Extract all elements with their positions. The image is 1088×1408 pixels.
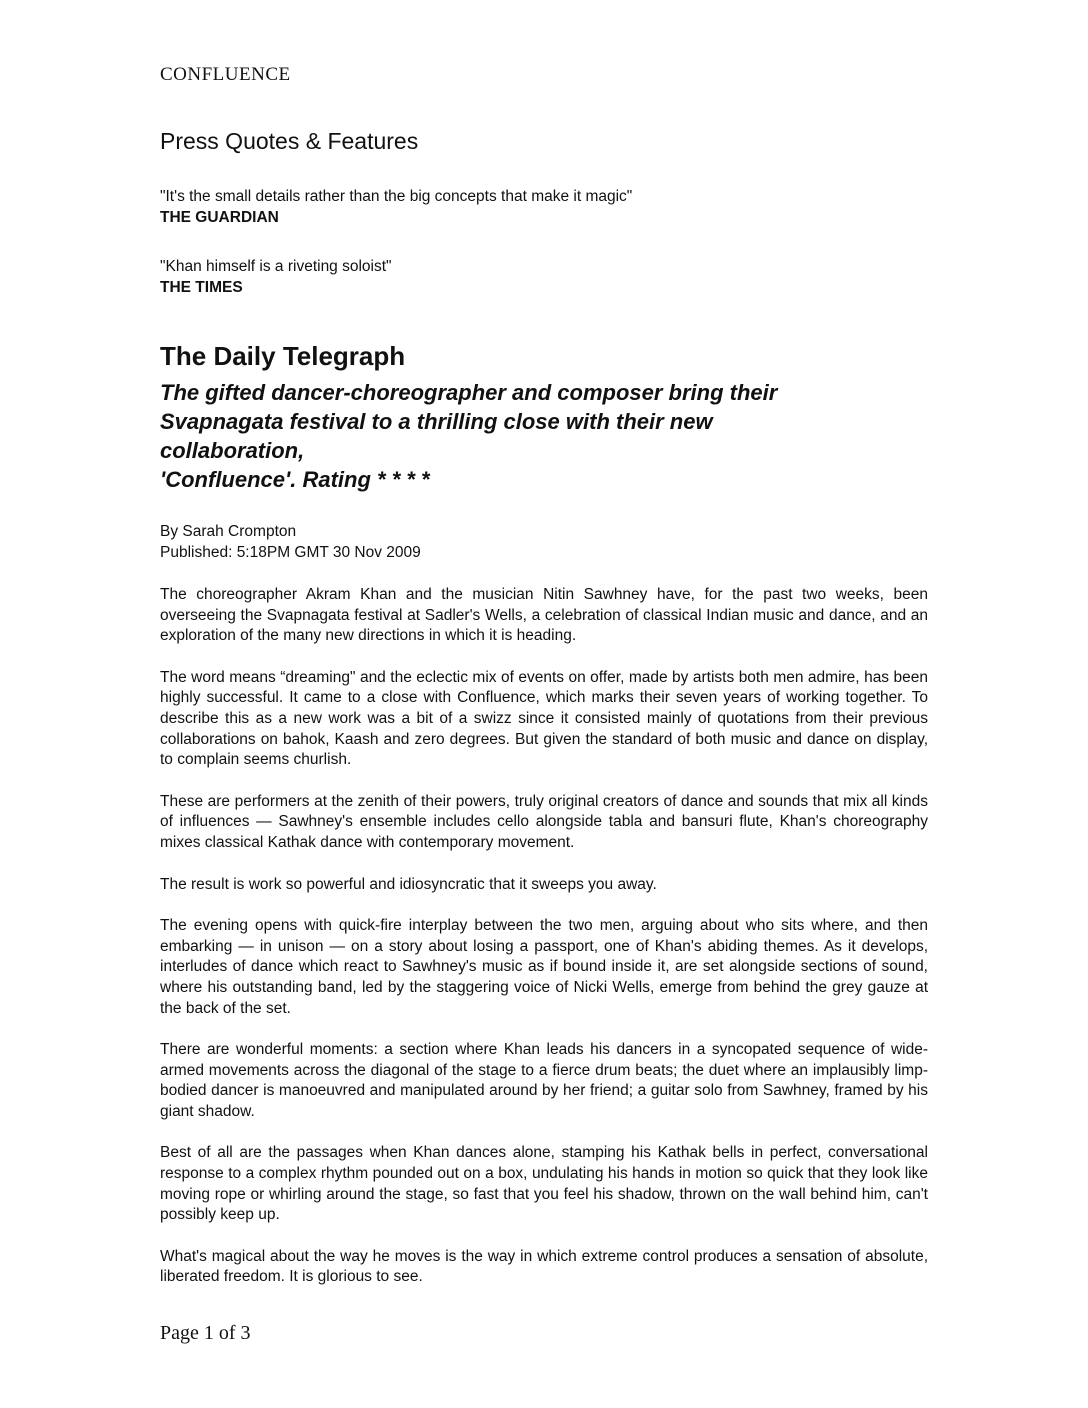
article-paragraph: These are performers at the zenith of their powers, truly original creators of dance and sounds that mix all kinds of influences — Sawhney's ensemble includes cello alongside tabla and bansuri flute, Khan's choreography mixes classical Kathak dance with contemporary movement. bbox=[160, 792, 928, 851]
headline-line: The gifted dancer-choreographer and composer bring their bbox=[160, 380, 778, 405]
page-number: Page 1 of 3 bbox=[160, 1322, 251, 1344]
article-paragraph: There are wonderful moments: a section where Khan leads his dancers in a syncopated sequence of wide-armed movements across the diagonal of the stage to a fierce drum beats; the duet where an implausibly limp-bodied dancer is manoeuvred and manipulated around by her friend; a guitar solo from Sawhney, framed by his giant shadow. bbox=[160, 1041, 928, 1120]
page-content bbox=[160, 128, 928, 1309]
published-date: Published: 5:18PM GMT 30 Nov 2009 bbox=[160, 544, 421, 561]
headline-line: collaboration, bbox=[160, 438, 305, 463]
article-paragraph: The result is work so powerful and idiosyncratic that it sweeps you away. bbox=[160, 875, 657, 893]
press-quote bbox=[160, 256, 928, 298]
article-paragraph: Best of all are the passages when Khan dances alone, stamping his Kathak bells in perfect, conversational response to a complex rhythm pounded out on a box, undulating his hands in motion so quick that they look like moving rope or whirling around the stage, so fast that you feel his shadow, thrown on the wall behind him, can't possibly keep up. bbox=[160, 1144, 928, 1224]
byline bbox=[160, 521, 928, 563]
quote-text: "Khan himself is a riveting soloist" bbox=[160, 258, 392, 275]
article-paragraph: The word means “dreaming" and the eclectic mix of events on offer, made by artists both men admire, has been highly successful. It came to a close with Confluence, which marks their seven years of working together. To describe this as a new work was a bit of a swizz since it consisted mainly of quotations from their previous collaborations on bahok, Kaash and zero degrees. But given the standard of both music and dance on display, to complain seems churlish. bbox=[160, 668, 928, 769]
article-headline bbox=[160, 378, 928, 494]
article-body bbox=[160, 585, 928, 1288]
headline-line: Svapnagata festival to a thrilling close with their new bbox=[160, 409, 713, 434]
page-header: CONFLUENCE bbox=[160, 64, 291, 85]
headline-line: 'Confluence'. Rating * * * * bbox=[160, 467, 430, 492]
quote-source: THE GUARDIAN bbox=[160, 209, 279, 226]
article-paragraph: The evening opens with quick-fire interplay between the two men, arguing about who sits where, and then embarking — in unison — on a story about losing a passport, one of Khan's abiding themes. As it develops, interludes of dance which react to Sawhney's music as if bound inside it, are set alongside sections of sound, where his outstanding band, led by the staggering voice of Nicki Wells, emerge from behind the grey gauze at the back of the set. bbox=[160, 917, 928, 1017]
author: By Sarah Crompton bbox=[160, 523, 297, 540]
press-quote bbox=[160, 186, 928, 228]
quote-source: THE TIMES bbox=[160, 279, 243, 296]
quote-text: "It's the small details rather than the big concepts that make it magic" bbox=[160, 188, 633, 205]
article-paragraph: The choreographer Akram Khan and the musician Nitin Sawhney have, for the past two weeks, been overseeing the Svapnagata festival at Sadler's Wells, a celebration of classical Indian music and dance, and an exploration of the many new directions in which it is heading. bbox=[160, 586, 928, 645]
section-title: Press Quotes & Features bbox=[160, 128, 419, 154]
article-paragraph: What's magical about the way he moves is the way in which extreme control produces a sensation of absolute, liberated freedom. It is glorious to see. bbox=[160, 1247, 928, 1286]
publication-title: The Daily Telegraph bbox=[160, 341, 406, 371]
